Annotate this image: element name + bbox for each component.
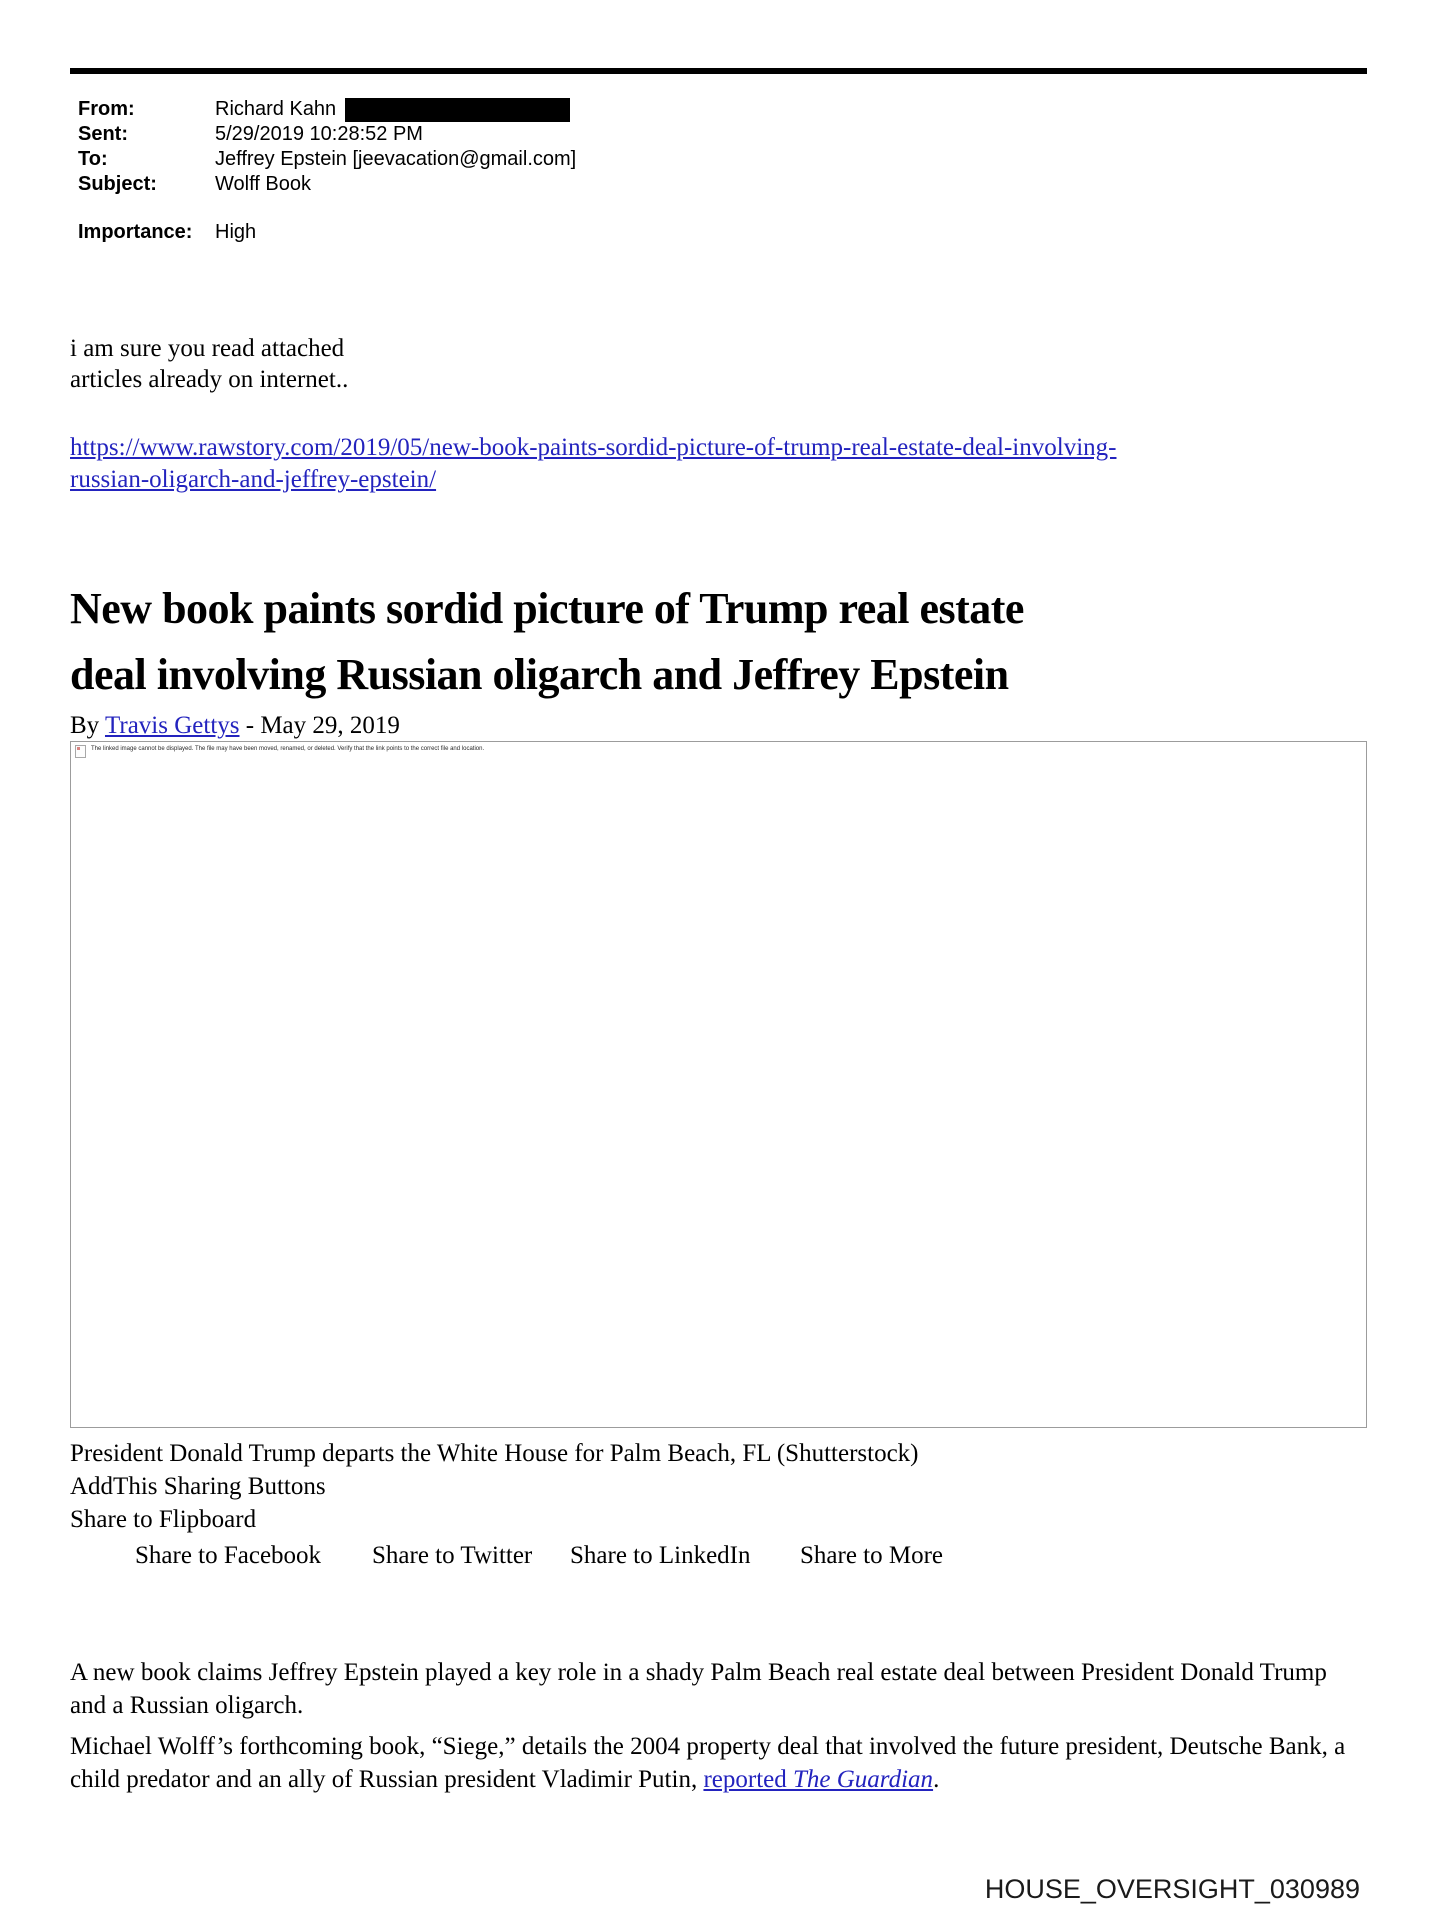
sent-label: Sent: [78,123,128,145]
sent-value: 5/29/2019 10:28:52 PM [215,123,423,145]
article-paragraph-2 [70,1730,1355,1796]
article-headline [70,576,1453,708]
headline-line-2: deal involving Russian oligarch and Jeffrey Epstein [70,650,1009,699]
to-label: To: [78,148,108,170]
to-row [78,147,1453,172]
guardian-report-link[interactable] [703,1766,933,1793]
broken-image-message: The linked image cannot be displayed. The file may have been moved, renamed, or deleted. Verify that the link points to the correct file and location. [91,746,485,752]
guardian-link-italic: The Guardian [793,1766,934,1793]
byline-prefix: By [70,712,105,739]
article-paragraph-1: A new book claims Jeffrey Epstein played a key role in a shady Palm Beach real estate deal between President Donald Trump and a Russian oligarch. [70,1659,1327,1719]
article-url-link-line-2[interactable]: russian-oligarch-and-jeffrey-epstein/ [70,466,437,493]
byline-date: - May 29, 2019 [239,712,400,739]
guardian-link-plain: reported [703,1766,793,1793]
share-to-linkedin[interactable]: Share to LinkedIn [570,1542,751,1569]
sender-name: Richard Kahn [215,98,337,120]
share-buttons-row [0,1539,1453,1572]
subject-row [78,172,1453,197]
from-value [215,97,570,122]
broken-image-icon [75,745,86,758]
article-image-placeholder [70,741,1367,1428]
article-url-link-line-1[interactable]: https://www.rawstory.com/2019/05/new-book-paints-sordid-picture-of-trump-real-estate-deal-involving- [70,434,1117,461]
to-value: Jeffrey Epstein [jeevacation@gmail.com] [215,148,577,170]
importance-row [78,220,1453,245]
addthis-label: AddThis Sharing Buttons [70,1473,326,1500]
paragraph-2-period: . [933,1766,940,1793]
article-url [70,432,1453,496]
email-body-line-2: articles already on internet.. [70,366,349,393]
image-caption: President Donald Trump departs the White House for Palm Beach, FL (Shutterstock) [70,1440,919,1467]
paragraph-2-text: Michael Wolff’s forthcoming book, “Siege,” details the 2004 property deal that involved the future president, Deutsche Bank, a child predator and an ally of Russian president Vladimir Putin, [70,1733,1346,1793]
importance-value: High [215,221,257,243]
redaction-bar [345,98,570,122]
email-body-text [70,333,1453,395]
subject-value: Wolff Book [215,173,311,195]
from-row [78,97,1453,122]
article-byline [70,712,1453,740]
byline-author-link[interactable]: Travis Gettys [104,712,240,739]
subject-label: Subject: [78,173,157,195]
from-label: From: [78,98,135,120]
broken-image-notice [75,745,484,758]
image-caption-block [70,1437,1453,1536]
share-to-twitter[interactable]: Share to Twitter [372,1542,533,1569]
bates-number: HOUSE_OVERSIGHT_030989 [984,1874,1360,1904]
share-to-facebook[interactable]: Share to Facebook [135,1542,322,1569]
share-to-more[interactable]: Share to More [800,1542,944,1569]
headline-line-1: New book paints sordid picture of Trump real estate [70,584,1024,633]
importance-label: Importance: [78,221,193,243]
email-body-line-1: i am sure you read attached [70,335,345,362]
share-to-flipboard[interactable]: Share to Flipboard [70,1506,257,1533]
header-divider-rule [70,68,1367,74]
email-header [78,97,1453,245]
sent-row [78,122,1453,147]
